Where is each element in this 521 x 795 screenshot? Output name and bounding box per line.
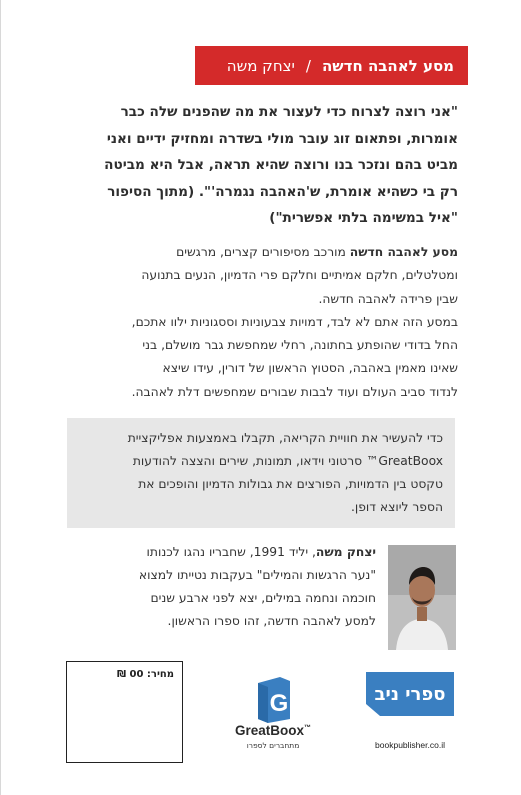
book-title: מסע לאהבה חדשה [321,56,454,75]
quote-line: "איל במשימה בלתי אפשרית") [269,210,458,226]
page-edge-line [0,0,1,795]
price-label: מחיר: 00 ₪ [116,669,174,680]
description-line: שבין פרידה לאהבה חדשה. [318,291,458,306]
author-bio [98,541,376,633]
greatboox-name-text: GreatBoox [234,723,305,738]
title-banner [195,46,468,85]
quote-line: מביט בהם ונזכר בנו ורוצה שהיא תראה, אבל היא מביטה [104,157,458,173]
publisher-name: ספרי ניב [374,683,446,705]
greatboox-tagline: מתחברים לספרו [246,741,300,750]
title-separator: / [305,56,311,75]
banner-author: יצחק משה [226,56,295,75]
note-line: טקסט בין הדמויות, הפורצים את גבולות הדמיון והופכים את [138,477,443,491]
greatboox-name [228,723,318,738]
description-title: מסע לאהבה חדשה [349,245,458,259]
bio-line: למסע לאהבה חדשה, זהו ספרו הראשון. [167,614,376,628]
note-line: הספר ליוצא דופן. [350,500,443,514]
author-portrait-icon [388,545,456,650]
bio-line: חוכמה ונחמה במילים, יצא לפני ארבע שנים [150,591,376,605]
publisher-logo [366,672,460,762]
author-name: יצחק משה [315,545,376,559]
description-text: מורכב מסיפורים קצרים, מרגשים [176,245,350,259]
note-line: GreatBoox™ סרטוני וידאו, תמונות, שירים והצצה להודעות [132,454,443,468]
price-box [66,661,183,763]
note-line: כדי להעשיר את חוויית הקריאה, תקבלו באמצעות אפליקציית [127,431,443,445]
quote-line: רק בי כשהיא אומרת, ש'האהבה נגמרה'". (מתוך הסיפור [107,183,458,200]
description-line: שאינו מאמין באהבה, הסטוץ הראשון של דורין, עידו שיצא [162,361,458,376]
greatboox-tm: ™ [304,724,312,732]
greatboox-logo [228,673,318,763]
greatboox-book-icon [228,673,318,723]
description-line: במסע הזה אתם לא לבד, דמויות צבעוניות וססגוניות ילוו אתכם, [131,314,458,329]
bio-text: , יליד 1991, שחבריו נהגו לכנותו [146,545,316,559]
book-description [70,241,458,404]
greatboox-letter: G [269,690,289,717]
description-line [70,241,458,264]
greatboox-note-box [67,418,455,528]
author-photo [388,545,456,650]
description-line: ומטלטלים, חלקם אמיתיים וחלקם פרי הדמיון, הנעים בתנועה [141,268,458,283]
bio-line [98,541,376,564]
quote-line: אומרות, ופתאום זוג עובר מולי בשדרה ומחזיק ידיים ואני [106,130,458,147]
quote-line: "אני רוצה לצרוח כדי לעצור את מה שהפנים שלה כבר [120,104,458,120]
back-cover-quote [78,99,458,232]
description-line: לנדוד סביב העולם ועוד לבבות שבורים שמחפשים דלת לאהבה. [131,384,458,399]
description-line: החל בדודי שהופתע בחתונה, רחלי שמחפשת גבר מושלם, בני [142,338,458,353]
bio-line: "נער הרגשות והמילים" בעקבות נטייתו למצוא [138,568,376,582]
publisher-url: bookpublisher.co.il [375,740,445,750]
